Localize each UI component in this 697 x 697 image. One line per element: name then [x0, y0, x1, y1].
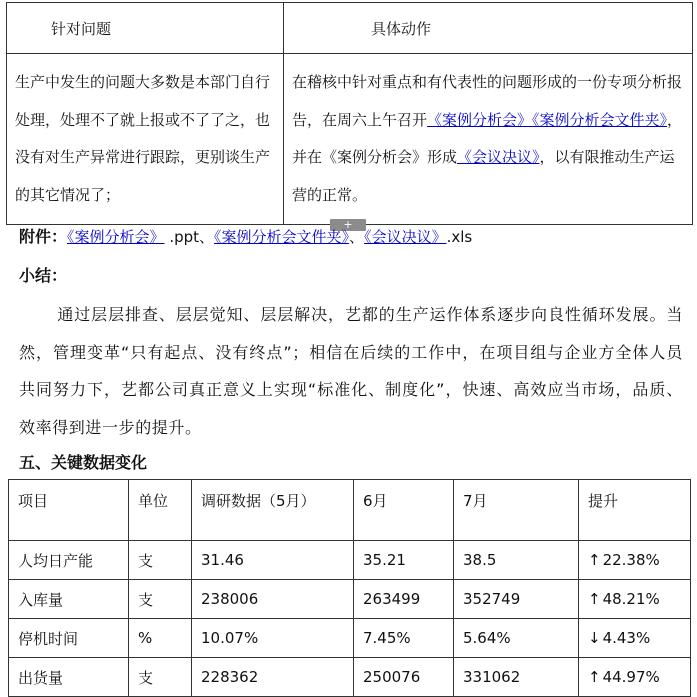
table-row — [9, 619, 691, 658]
cell-jul: 352749 — [454, 580, 579, 619]
col-header-item: 项目 — [9, 480, 129, 541]
cell-item: 出货量 — [9, 658, 129, 697]
cell-jun: 7.45% — [354, 619, 454, 658]
attachment-link-case-meeting[interactable]: 《案例分析会》 — [67, 228, 165, 246]
cell-change-up: ↑ 22.38% — [579, 541, 691, 580]
cell-change-up: ↑ 48.21% — [579, 580, 691, 619]
attachment-separator: 、 — [349, 228, 365, 246]
cell-item: 停机时间 — [9, 619, 129, 658]
link-case-meeting[interactable]: 《案例分析会》 — [427, 110, 533, 129]
cell-unit: % — [129, 619, 192, 658]
cell-unit: 支 — [129, 658, 192, 697]
cell-change-up: ↑ 44.97% — [579, 658, 691, 697]
cell-jul: 5.64% — [454, 619, 579, 658]
summary-text: 通过层层排查、层层觉知、层层解决，艺都的生产运作体系逐步向良性循环发展。当然，管理变革“只有起点、没有终点”；相信在后续的工作中，在项目组与企业方全体人员共同努力下，艺都公司真正意义上实现“标准化、制度化”，快速、高效应当市场，品质、效率得到进一步的提升。 — [19, 305, 683, 437]
problem-text: 生产中发生的问题大多数是本部门自行处理，处理不了就上报或不了了之，也没有对生产异常进行跟踪，更别谈生产的其它情况了； — [7, 54, 284, 225]
action-text-mid: ，并在《案例分析会》形成 — [292, 110, 683, 166]
attachment-separator: 、 — [199, 228, 215, 246]
cell-unit: 支 — [129, 580, 192, 619]
col-header-may: 调研数据（5月） — [192, 480, 354, 541]
summary-paragraph — [19, 296, 683, 446]
header-action: 具体动作 — [284, 3, 693, 54]
link-case-folder[interactable]: 《案例分析会文件夹》 — [532, 110, 668, 129]
data-table-header-row — [9, 480, 691, 541]
cell-unit: 支 — [129, 541, 192, 580]
attachment-link-case-folder[interactable]: 《案例分析会文件夹》 — [214, 228, 350, 246]
attachment-label: 附件： — [19, 227, 68, 246]
issue-table-header-row — [7, 3, 693, 54]
action-cell — [284, 54, 693, 225]
cell-jul: 331062 — [454, 658, 579, 697]
cell-item: 入库量 — [9, 580, 129, 619]
col-header-change: 提升 — [579, 480, 691, 541]
action-text-suffix: ，以有限推动生产运营的正常。 — [292, 148, 675, 204]
attachment-ext-xls: .xls — [446, 228, 473, 246]
summary-heading: 小结： — [19, 266, 68, 285]
cell-jul: 38.5 — [454, 541, 579, 580]
table-insert-handle[interactable]: + — [330, 219, 366, 231]
table-row — [9, 658, 691, 697]
cell-may: 10.07% — [192, 619, 354, 658]
table-row — [9, 541, 691, 580]
cell-may: 31.46 — [192, 541, 354, 580]
attachment-ext-ppt: .ppt — [169, 228, 200, 246]
cell-jun: 35.21 — [354, 541, 454, 580]
cell-jun: 250076 — [354, 658, 454, 697]
table-row — [9, 580, 691, 619]
issue-table-body-row — [7, 54, 693, 225]
issue-action-table — [6, 2, 693, 225]
cell-jun: 263499 — [354, 580, 454, 619]
key-data-table — [8, 479, 691, 697]
action-text-prefix: 在稽核中针对重点和有代表性的问题形成的一份专项分析报告，在周六上午召开 — [292, 73, 683, 129]
link-meeting-resolution[interactable]: 《会议决议》 — [457, 148, 540, 166]
attachment-link-resolution[interactable]: 《会议决议》 — [364, 228, 447, 246]
col-header-jun: 6月 — [354, 480, 454, 541]
cell-may: 228362 — [192, 658, 354, 697]
col-header-unit: 单位 — [129, 480, 192, 541]
header-problem: 针对问题 — [7, 3, 284, 54]
cell-may: 238006 — [192, 580, 354, 619]
cell-change-down: ↓ 4.43% — [579, 619, 691, 658]
section-title: 五、关键数据变化 — [19, 453, 148, 472]
col-header-jul: 7月 — [454, 480, 579, 541]
cell-item: 人均日产能 — [9, 541, 129, 580]
attachment-line — [19, 224, 472, 247]
